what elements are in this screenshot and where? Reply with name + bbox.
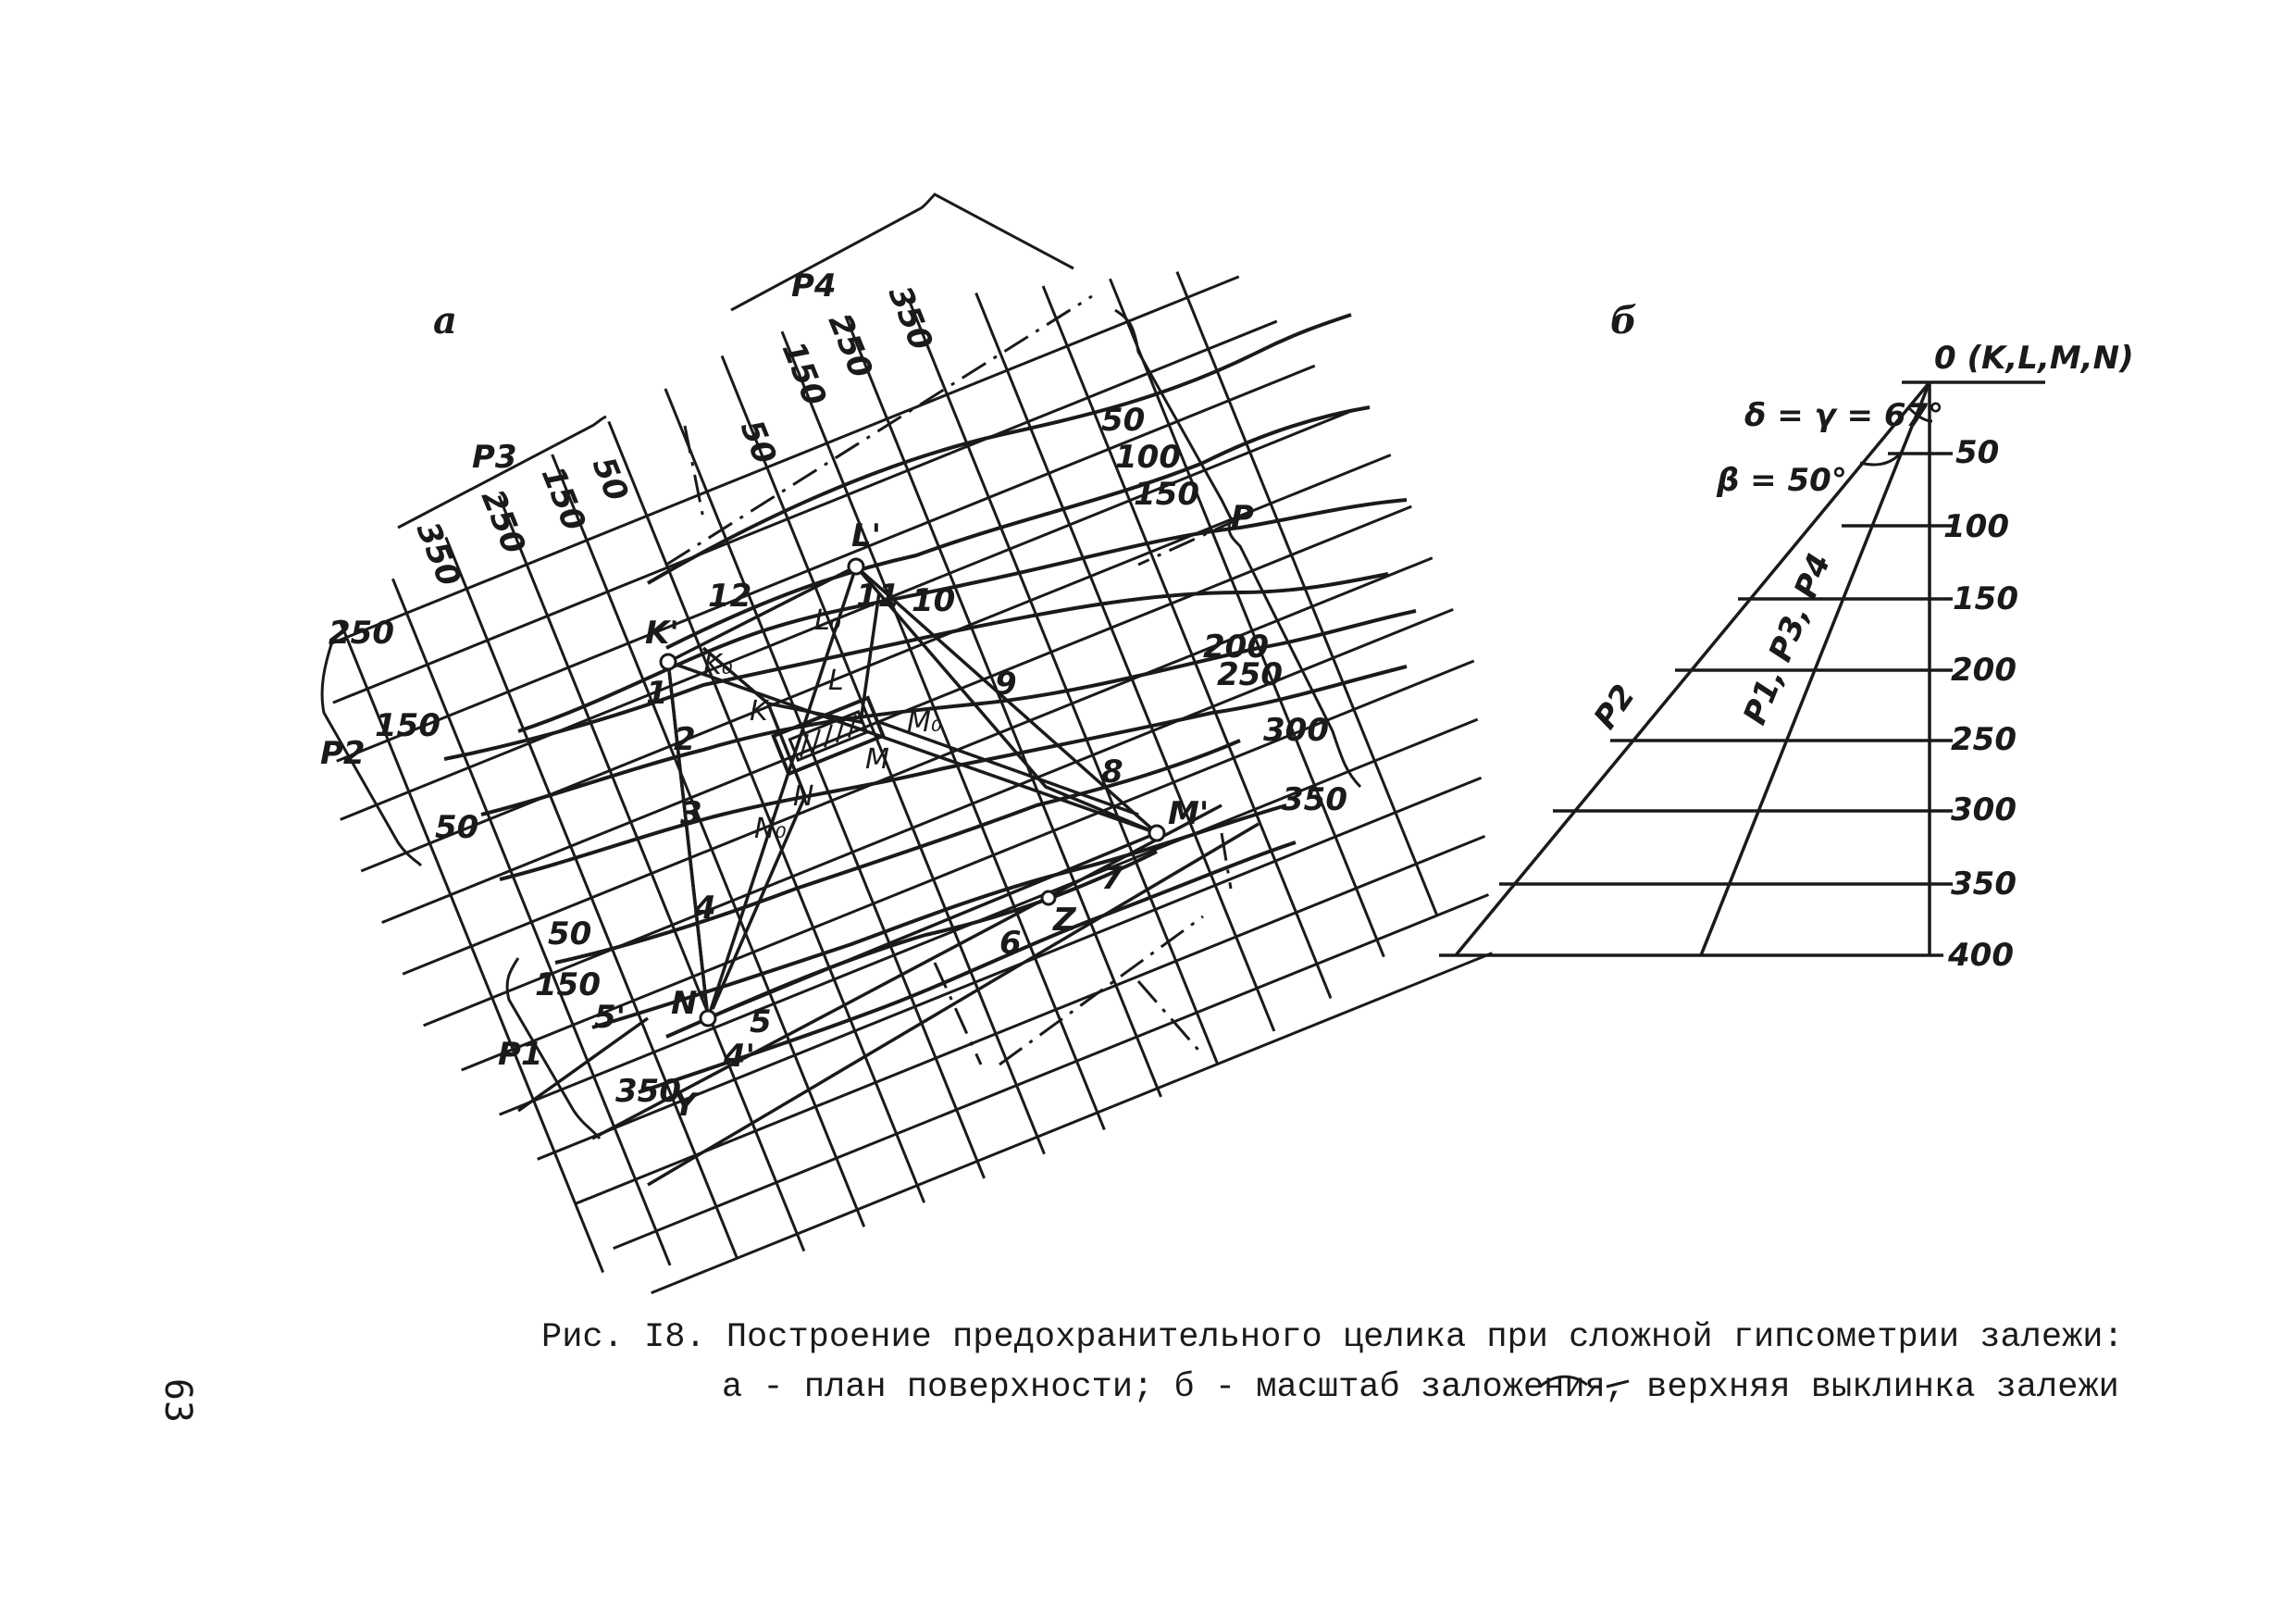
p4-tick: 150 xyxy=(774,336,834,412)
scale-tick: 200 xyxy=(1951,652,2017,689)
construction-number: 10 xyxy=(912,582,956,619)
point-label-n: N xyxy=(793,780,814,813)
contour-label: 350 xyxy=(1282,781,1347,818)
point-label-z: Z xyxy=(1053,902,1076,939)
p2-tick: 250 xyxy=(329,615,394,652)
scale-tick: 300 xyxy=(1951,791,2017,828)
angle-delta-gamma: δ = γ = 67° xyxy=(1744,397,1944,434)
construction-number: 12 xyxy=(708,578,752,615)
construction-number: 5' xyxy=(594,999,627,1036)
series-label-p: P xyxy=(1231,499,1254,536)
construction-number: 2 xyxy=(674,721,696,758)
series-label-p4: P4 xyxy=(791,268,837,305)
p1-tick: 150 xyxy=(535,966,601,1003)
line-label-p1-p3-p4: P1, P3, P4 xyxy=(1736,548,1839,730)
series-label-p2: P2 xyxy=(320,735,366,772)
p3-ticks xyxy=(409,452,636,592)
series-label-p1: P1 xyxy=(498,1036,543,1073)
p3-tick: 350 xyxy=(408,517,468,592)
point-label-l: L xyxy=(828,665,844,697)
scale-tick: 350 xyxy=(1951,866,2017,903)
point-label-m0: M₀ xyxy=(907,706,942,739)
point-label-m1: M' xyxy=(1168,795,1210,832)
construction-number: 3 xyxy=(680,795,702,832)
p2-ticks xyxy=(329,615,478,846)
point-label-k: K xyxy=(750,695,768,728)
point-label-k1: K' xyxy=(645,615,679,652)
construction-number: 5 xyxy=(750,1003,772,1040)
contour-label: 50 xyxy=(1101,402,1146,439)
contour-label: 250 xyxy=(1217,656,1283,693)
construction-number: 1 xyxy=(646,675,668,712)
scale-ticks xyxy=(1943,434,2018,974)
panel-a-label: а xyxy=(433,299,457,342)
origin-label: 0 (K,L,M,N) xyxy=(1934,340,2134,377)
caption-line-1: Рис. I8. Построение предохранительного целика при сложной гипсометрии залежи: xyxy=(541,1318,2124,1357)
construction-number: 11 xyxy=(856,578,900,615)
scale-tick: 250 xyxy=(1951,721,2017,758)
p4-tick: 250 xyxy=(820,308,880,384)
p4-ticks xyxy=(733,280,940,469)
p4-tick: 350 xyxy=(880,280,940,356)
scale-tick: 50 xyxy=(1955,434,2000,471)
construction-number: 6 xyxy=(999,925,1022,962)
scale-tick: 400 xyxy=(1948,937,2014,974)
grid-lines-horizontal xyxy=(278,249,1578,1335)
point-label-m: M xyxy=(865,743,889,776)
p2-tick: 50 xyxy=(435,809,479,846)
contour-label: 200 xyxy=(1203,629,1269,666)
construction-number: 4' xyxy=(724,1038,756,1075)
figure-caption xyxy=(541,1313,2124,1413)
page-number: 63 xyxy=(156,1377,200,1424)
construction-number: 4 xyxy=(694,890,716,927)
point-label-y: Y xyxy=(674,1087,697,1124)
line-label-p2: P2 xyxy=(1586,678,1644,737)
contour-label: 100 xyxy=(1115,439,1181,476)
p3-tick: 50 xyxy=(584,452,636,507)
p1-tick: 350 xyxy=(615,1073,681,1110)
outcrop-legend-symbol xyxy=(1536,1368,1638,1396)
point-label-l1: L' xyxy=(851,517,882,554)
p2-tick: 150 xyxy=(375,707,441,744)
construction-number: 9 xyxy=(995,666,1017,703)
p1-tick: 50 xyxy=(548,915,592,953)
construction-number: 7 xyxy=(1101,860,1123,897)
scale-tick: 150 xyxy=(1953,580,2018,617)
angle-beta: β = 50° xyxy=(1717,462,1847,499)
p4-tick: 50 xyxy=(732,415,784,470)
point-label-n1: N' xyxy=(671,985,707,1022)
caption-line-2: а - план поверхности; б - масштаб заложения, верхняя выклинка залежи xyxy=(722,1368,2119,1407)
p3-tick: 150 xyxy=(533,461,593,537)
construction-number: 8 xyxy=(1101,753,1123,791)
point-label-n0: N₀ xyxy=(754,813,787,845)
scale-tick: 100 xyxy=(1943,508,2009,545)
point-label-l0: L₀ xyxy=(814,604,841,637)
contour-label: 300 xyxy=(1263,712,1329,749)
contour-labels-right xyxy=(1101,402,1347,818)
p3-tick: 250 xyxy=(473,484,533,560)
point-label-k0: K₀ xyxy=(703,649,733,681)
series-label-p3: P3 xyxy=(472,439,517,476)
panel-b-label: б xyxy=(1610,299,1637,342)
contour-label: 150 xyxy=(1134,476,1199,513)
